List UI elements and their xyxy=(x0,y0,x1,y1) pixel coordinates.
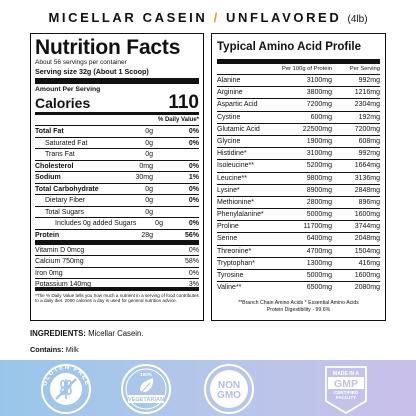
amino-per-100g: 5000mg xyxy=(306,211,332,219)
product-name: MICELLAR CASEIN xyxy=(48,10,208,25)
nutrition-title: Nutrition Facts xyxy=(35,36,181,59)
amino-acid-panel xyxy=(211,33,386,321)
nutrient-amount: 0g xyxy=(145,197,153,204)
nutrient-amount: 0g xyxy=(145,139,153,147)
nutrient-amount: 0g xyxy=(155,220,163,227)
amino-per-100g: 1300mg xyxy=(306,259,332,267)
gluten-free-badge xyxy=(40,363,92,415)
amino-row xyxy=(217,282,380,294)
nutrient-amount: 0g xyxy=(145,151,153,158)
amino-name: Valine** xyxy=(217,284,242,292)
contains-text: Milk xyxy=(65,345,79,354)
amino-row xyxy=(217,270,380,282)
amino-per-serving: 1664mg xyxy=(354,162,380,170)
nutrient-row xyxy=(35,184,199,196)
product-flavor: UNFLAVORED xyxy=(226,10,342,25)
amino-row xyxy=(217,112,380,124)
amino-row xyxy=(217,246,380,258)
per-serving-header: Per Serving xyxy=(349,66,380,72)
amino-row xyxy=(217,87,380,99)
amino-name: Isoleucine** xyxy=(217,162,254,170)
vitamin-row xyxy=(35,268,199,280)
non-gmo-badge xyxy=(203,363,255,415)
nutrient-dv xyxy=(153,149,199,160)
vitamin-dv: 0% xyxy=(188,269,199,277)
amino-column-headers xyxy=(217,64,380,75)
amino-row xyxy=(217,75,380,87)
nutrient-name: Total Fat xyxy=(35,128,64,135)
amino-per-serving: 608mg xyxy=(358,137,380,145)
nutrient-name: Dietary Fiber xyxy=(45,197,86,204)
gmp-main-text: GMP xyxy=(334,378,358,390)
product-title xyxy=(0,10,416,25)
amino-name: Threonine* xyxy=(217,247,252,255)
nutrient-dv: 56% xyxy=(184,231,199,239)
amino-per-serving: 3744mg xyxy=(354,223,380,231)
nutrient-amount: 0g xyxy=(145,208,153,216)
serving-size: Serving size 32g (About 1 Scoop) xyxy=(35,67,199,84)
amino-name: Glutamic Acid xyxy=(217,125,260,133)
amino-name: Tryptophan* xyxy=(217,259,255,267)
vitamin-dv: 3% xyxy=(188,281,199,288)
vitamin-name: Potassium 140mg xyxy=(35,281,92,288)
amino-per-serving: 992mg xyxy=(358,77,380,84)
allergen-contains xyxy=(30,345,79,354)
amino-per-serving: 1216mg xyxy=(354,89,380,97)
amino-name: Leucine** xyxy=(217,174,247,182)
gmp-top-text: MADE IN A xyxy=(333,371,359,377)
ingredients-text: Micellar Casein. xyxy=(88,329,144,338)
nutrient-dv: 0% xyxy=(188,220,199,227)
amino-per-serving: 2848mg xyxy=(354,186,380,194)
nutrient-amount: 0g xyxy=(145,185,153,193)
amino-row xyxy=(217,148,380,160)
amino-per-100g: 3100mg xyxy=(306,150,332,158)
servings-per-container: About 56 servings per container xyxy=(35,59,127,66)
amino-footnote xyxy=(217,300,380,313)
nutrient-dv: 1% xyxy=(188,174,199,181)
nutrient-amount: 0mg xyxy=(139,162,153,170)
amino-name: Glycine xyxy=(217,137,241,145)
non-gmo-line1: NON xyxy=(217,380,241,391)
nutrient-name: Includes 0g added Sugars xyxy=(55,220,137,227)
amino-per-serving: 3136mg xyxy=(354,174,380,182)
amino-per-serving: 896mg xyxy=(358,198,380,206)
nutrient-dv: 0% xyxy=(188,162,199,170)
amino-per-100g: 3100mg xyxy=(306,77,332,84)
nutrient-dv: 0% xyxy=(188,128,199,135)
amino-row xyxy=(217,209,380,221)
amino-per-100g: 3800mg xyxy=(306,89,332,97)
amino-per-100g: 1900mg xyxy=(306,137,332,145)
amino-row xyxy=(217,221,380,233)
nutrient-dv xyxy=(153,207,199,218)
contains-label: Contains: xyxy=(30,345,64,354)
amino-name: Lysine* xyxy=(217,186,240,194)
amino-row xyxy=(217,185,380,197)
per-100g-header: Per 100g of Protein xyxy=(282,66,332,72)
amino-name: Aspartic Acid xyxy=(217,101,258,109)
ingredients-label: INGREDIENTS: xyxy=(30,329,86,338)
amino-name: Cystine xyxy=(217,113,241,121)
vitamin-name: Iron 0mg xyxy=(35,269,63,277)
nutrient-amount: 30mg xyxy=(135,174,153,181)
nutrient-row xyxy=(35,195,199,207)
vegetarian-badge xyxy=(120,363,172,415)
amino-row xyxy=(217,124,380,136)
nutrition-facts-panel xyxy=(30,33,204,321)
nutrient-name: Total Sugars xyxy=(45,208,84,216)
gluten-free-text: GLUTEN FREE xyxy=(41,363,91,387)
amino-per-100g: 11700mg xyxy=(303,223,332,231)
ingredients xyxy=(30,329,144,338)
amino-per-serving: 2304mg xyxy=(354,101,380,109)
nutrient-dv: 0% xyxy=(188,139,199,147)
amino-per-100g: 5200mg xyxy=(306,162,332,170)
nutrient-row xyxy=(35,172,199,184)
amino-row xyxy=(217,160,380,172)
amount-per-serving: Amount Per Serving xyxy=(35,86,101,93)
amino-row xyxy=(217,99,380,111)
nutrient-row xyxy=(35,149,199,161)
nutrient-row xyxy=(35,230,199,245)
title-slash: / xyxy=(213,10,220,25)
vitamin-row xyxy=(35,279,199,291)
vitamin-dv: 0% xyxy=(188,246,199,254)
amino-row xyxy=(217,136,380,148)
gmp-bottom-text: CERTIFIED FACILITY xyxy=(333,390,359,401)
vitamin-name: Vitamin D 0mcg xyxy=(35,246,85,254)
amino-per-serving: 1600mg xyxy=(354,272,380,279)
nutrient-name: Sodium xyxy=(35,174,61,181)
amino-name: Proline xyxy=(217,223,239,231)
calories-label: Calories xyxy=(35,95,91,111)
nutrient-name: Saturated Fat xyxy=(45,139,88,147)
product-size: (4lb) xyxy=(347,14,368,25)
nutrient-name: Total Carbohydrate xyxy=(35,185,99,193)
gmp-badge xyxy=(320,363,372,415)
amino-per-100g: 8900mg xyxy=(306,186,332,194)
amino-name: Alanine xyxy=(217,77,241,84)
amino-per-100g: 9800mg xyxy=(306,174,332,182)
amino-per-100g: 22500mg xyxy=(302,125,332,133)
nutrient-amount: 0g xyxy=(145,128,153,135)
amino-footnote-legend: **Branch Chain Amino Acids * Essential Amino Acids xyxy=(238,300,359,307)
leaf-icon xyxy=(140,378,153,392)
amino-row xyxy=(217,233,380,245)
amino-per-serving: 2080mg xyxy=(354,284,380,292)
vegetarian-top-text: 100% xyxy=(140,372,152,377)
calories-row xyxy=(35,94,199,115)
amino-title: Typical Amino Acid Profile xyxy=(217,40,380,64)
amino-per-serving: 1600mg xyxy=(354,211,380,219)
amino-rows xyxy=(217,75,380,294)
amino-per-serving: 192mg xyxy=(358,113,380,121)
non-gmo-line2: GMO xyxy=(217,390,241,401)
amino-per-serving: 1504mg xyxy=(354,247,380,255)
amino-per-100g: 7200mg xyxy=(306,101,332,109)
amino-per-100g: 6500mg xyxy=(306,284,332,292)
nutrient-row xyxy=(35,138,199,150)
nutrient-row xyxy=(35,218,199,230)
amino-name: Methionine* xyxy=(217,198,254,206)
nutrient-dv: 0% xyxy=(188,185,199,193)
daily-value-header: % Daily Value* xyxy=(35,115,199,126)
nutrient-row xyxy=(35,207,199,219)
nutrient-row xyxy=(35,126,199,138)
nutrient-name: Trans Fat xyxy=(45,151,75,158)
amino-per-100g: 4700mg xyxy=(306,247,332,255)
protein-digestibility: Protein Digestibility - 99.6% xyxy=(266,306,331,313)
amino-per-100g: 6400mg xyxy=(306,235,332,243)
nutrient-amount: 28g xyxy=(141,231,153,239)
vitamin-dv: 58% xyxy=(184,258,199,265)
amino-row xyxy=(217,173,380,185)
nutrient-dv: 0% xyxy=(188,197,199,204)
calories-value: 110 xyxy=(168,92,199,113)
amino-name: Arginine xyxy=(217,89,243,97)
amino-per-serving: 2048mg xyxy=(354,235,380,243)
amino-name: Histidine* xyxy=(217,150,247,158)
nutrient-name: Protein xyxy=(35,231,60,239)
vitamin-row xyxy=(35,245,199,257)
vitamin-row xyxy=(35,256,199,268)
amino-name: Tyrosine xyxy=(217,272,244,279)
amino-per-100g: 5000mg xyxy=(306,272,332,279)
amino-row xyxy=(217,197,380,209)
nutrient-name: Cholesterol xyxy=(35,162,74,170)
amino-per-100g: 2800mg xyxy=(306,198,332,206)
vegetarian-text: VEGETARIAN xyxy=(127,397,165,404)
amino-per-serving: 416mg xyxy=(358,259,380,267)
amino-row xyxy=(217,258,380,270)
amino-per-serving: 7200mg xyxy=(354,125,380,133)
amino-per-100g: 600mg xyxy=(310,113,332,121)
vitamin-name: Calcium 750mg xyxy=(35,258,84,265)
amino-name: Serine xyxy=(217,235,238,243)
daily-value-footnote: *The % Daily Value tells you how much a nutrient in a serving of food contributes to a daily diet. 2000 calories a day is used for general nutrition advice. xyxy=(35,292,199,304)
amino-name: Phenylalanine* xyxy=(217,211,264,219)
amino-per-serving: 992mg xyxy=(358,150,380,158)
nutrient-row xyxy=(35,161,199,173)
